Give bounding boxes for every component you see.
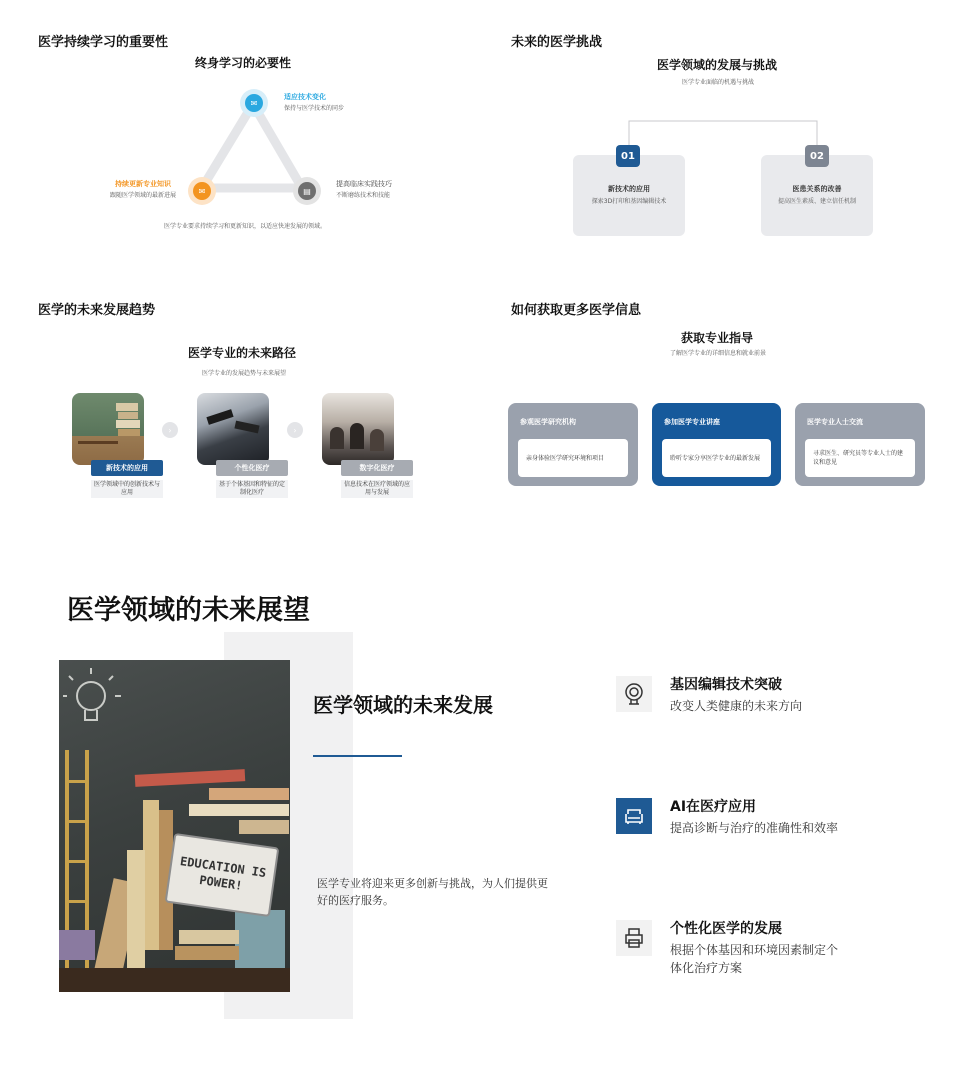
slide-heading: 如何获取更多医学信息: [511, 303, 642, 318]
lecture-photo: [322, 393, 394, 465]
slide-caption: 了解医学专业的详细信息和就业前景: [670, 350, 767, 357]
card-title: 参加医学专业讲座: [664, 418, 720, 426]
sofa-icon: [616, 798, 652, 834]
step-tag: 数字化医疗: [341, 460, 413, 476]
card-title: 新技术的应用: [608, 185, 650, 193]
feature-title: 个性化医学的发展: [670, 921, 782, 937]
node-title-adapt: 适应技术变化: [284, 93, 326, 101]
slide-caption: 医学专业面临的机遇与挑战: [682, 79, 755, 86]
step-tag: 新技术的应用: [91, 460, 163, 476]
step-desc: 基于个体基因和特征的定制化医疗: [216, 480, 288, 498]
feature-desc: 改变人类健康的未来方向: [670, 699, 803, 713]
card-number-badge: 02: [805, 145, 829, 167]
printer-icon: [616, 920, 652, 956]
webcam-icon: [616, 676, 652, 712]
section-body: 医学专业将迎来更多创新与挑战，为人们提供更好的医疗服务。: [317, 877, 548, 907]
card-number-badge: 01: [616, 145, 640, 167]
node-desc-practice: 不断磨练技术和技能: [336, 192, 391, 199]
slide-subtitle: 终身学习的必要性: [194, 56, 291, 70]
info-card-lecture: [652, 403, 781, 486]
accent-underline: [313, 755, 402, 757]
node-desc-knowledge: 跟随医学领域的最新进展: [110, 192, 177, 199]
practice-node-icon: ▤: [293, 177, 321, 205]
knowledge-node-icon: ✉: [188, 177, 216, 205]
books-photo: [72, 393, 144, 465]
slide-title: 医学领域的未来展望: [67, 595, 310, 626]
feature-desc: 根据个体基因和环境因素制定个体化治疗方案: [670, 943, 839, 975]
slide-heading: 医学持续学习的重要性: [38, 35, 169, 50]
step-tag: 个性化医疗: [216, 460, 288, 476]
feature-title: 基因编辑技术突破: [670, 677, 782, 693]
arrow-right-icon: ›: [162, 422, 178, 438]
step-desc: 信息技术在医疗领域的应用与发展: [341, 480, 413, 498]
education-sign: EDUCATION IS POWER!: [165, 833, 280, 917]
slide-subtitle: 医学领域的发展与挑战: [656, 58, 777, 72]
node-desc-adapt: 保持与医学技术的同步: [284, 105, 345, 112]
card-title: 参观医学研究机构: [520, 418, 576, 426]
card-title: 医学专业人士交流: [807, 418, 863, 426]
slide-heading: 未来的医学挑战: [511, 35, 603, 50]
step-desc: 医学领域中的创新技术与应用: [91, 480, 163, 498]
node-title-knowledge: 持续更新专业知识: [115, 180, 171, 188]
feature-desc: 提高诊断与治疗的准确性和效率: [670, 821, 839, 835]
card-desc: 寻求医生、研究员等专业人士的建议和意见: [805, 439, 915, 477]
section-title: 医学领域的未来发展: [313, 693, 493, 717]
card-desc: 探索3D打印和基因编辑技术: [591, 198, 667, 205]
slide-subtitle: 获取专业指导: [680, 331, 753, 345]
card-desc: 亲身体验医学研究环境和项目: [518, 439, 628, 477]
education-photo: [59, 660, 290, 992]
card-desc: 聆听专家分享医学专业的最新发展: [662, 439, 771, 477]
feature-title: AI在医疗应用: [670, 799, 757, 815]
graduation-photo: [197, 393, 269, 465]
slide-subtitle: 医学专业的未来路径: [187, 346, 296, 360]
slide-footer: 医学专业要求持续学习和更新知识，以适应快速发展的领域。: [164, 223, 327, 230]
slide-caption: 医学专业的发展趋势与未来展望: [202, 370, 287, 377]
adapt-node-icon: ✉: [240, 89, 268, 117]
slide-heading: 医学的未来发展趋势: [38, 303, 156, 318]
info-card-exchange: [795, 403, 925, 486]
node-title-practice: 提高临床实践技巧: [336, 180, 392, 188]
info-card-visit: [508, 403, 638, 486]
connector-lines: [620, 118, 830, 158]
card-title: 医患关系的改善: [792, 185, 842, 193]
arrow-right-icon: ›: [287, 422, 303, 438]
card-desc: 提高医生素质、建立信任机制: [777, 198, 856, 205]
